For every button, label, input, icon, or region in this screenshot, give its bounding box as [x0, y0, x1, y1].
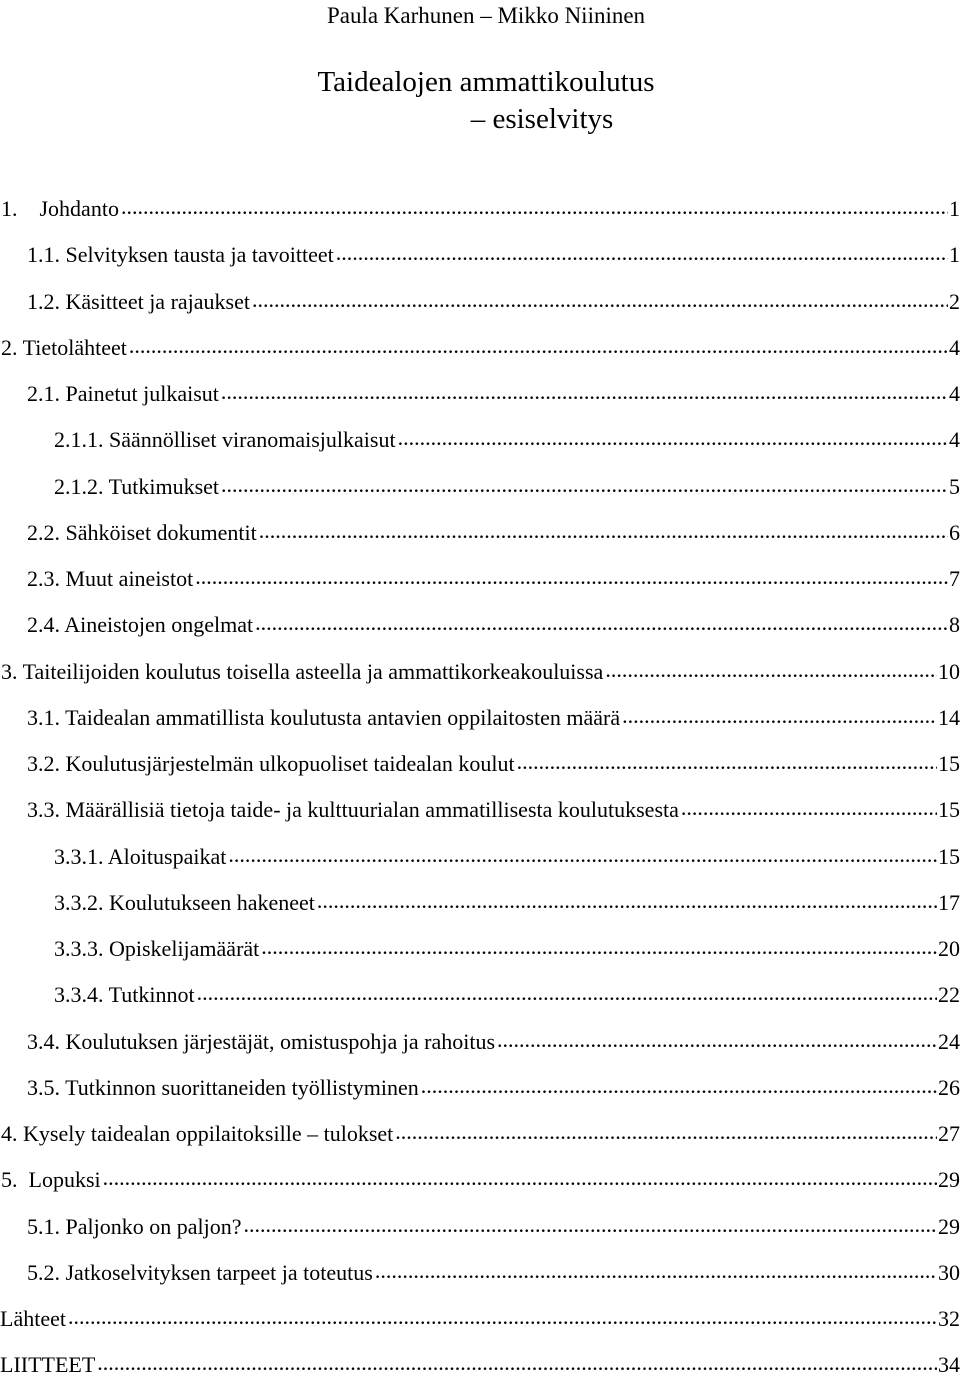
dot-leader: [336, 242, 948, 262]
dot-leader: [243, 1214, 937, 1234]
dot-leader: [221, 381, 948, 401]
toc-entry-page: 2: [949, 288, 960, 314]
toc-entry-label: 5.2. Jatkoselvityksen tarpeet ja toteutus: [27, 1259, 373, 1285]
document-title: Taidealojen ammattikoulutus: [317, 66, 655, 98]
toc-entry-page: 34: [938, 1352, 960, 1378]
toc-entry-page: 29: [938, 1213, 960, 1239]
toc-entry-page: 14: [938, 704, 960, 730]
dot-leader: [129, 335, 948, 355]
toc-entry[interactable]: [0, 1260, 960, 1306]
toc-entry-label: 3. Taiteilijoiden koulutus toisella asteella ja ammattikorkeakouluissa: [1, 658, 604, 684]
toc-entry-page: 1: [949, 242, 960, 268]
toc-entry-page: 5: [949, 473, 960, 499]
dot-leader: [681, 797, 937, 817]
toc-entry-label: 2.4. Aineistojen ongelmat: [27, 612, 254, 638]
toc-entry-label: 3.3.2. Koulutukseen hakeneet: [54, 889, 315, 915]
toc-entry-label: 3.3.3. Opiskelijamäärät: [54, 936, 260, 961]
toc-entry-label: LIITTEET: [0, 1352, 96, 1378]
toc-entry[interactable]: [0, 1029, 960, 1075]
toc-entry[interactable]: [0, 427, 960, 473]
dot-leader: [97, 1352, 937, 1372]
toc-entry[interactable]: [0, 797, 960, 843]
toc-entry-label: 3.1. Taidealan ammatillista koulutusta antavien oppilaitosten määrä: [27, 704, 621, 730]
toc-entry-label: 2.2. Sähköiset dokumentit: [27, 519, 257, 545]
toc-entry[interactable]: [0, 1214, 960, 1260]
dot-leader: [197, 982, 937, 1002]
toc-entry-page: 32: [938, 1306, 960, 1331]
toc-entry[interactable]: [0, 936, 960, 982]
toc-entry-label: 2.1. Painetut julkaisut: [27, 381, 219, 406]
toc-entry[interactable]: [0, 751, 960, 797]
document-subtitle: – esiselvitys: [470, 103, 614, 135]
toc-entry-page: 4: [949, 381, 960, 406]
toc-entry-label: Lähteet: [0, 1306, 66, 1331]
toc-entry-label: 1.2. Käsitteet ja rajaukset: [27, 288, 250, 314]
dot-leader: [252, 289, 948, 309]
toc-entry-label: 3.3.1. Aloituspaikat: [54, 843, 227, 869]
dot-leader: [259, 520, 948, 540]
toc-entry[interactable]: [0, 1167, 960, 1213]
toc-entry-page: 15: [938, 797, 960, 823]
toc-entry-page: 4: [949, 334, 960, 360]
toc-entry[interactable]: [0, 335, 960, 381]
dot-leader: [395, 1121, 937, 1141]
toc-entry-page: 24: [938, 1028, 960, 1054]
dot-leader: [375, 1260, 937, 1280]
toc-entry-page: 8: [949, 612, 960, 638]
toc-entry-page: 15: [938, 751, 960, 776]
dot-leader: [421, 1075, 937, 1095]
toc-entry-page: 10: [938, 658, 960, 684]
toc-entry-label: 1. Johdanto: [1, 196, 119, 221]
toc-entry-label: 3.2. Koulutusjärjestelmän ulkopuoliset taidealan koulut: [27, 751, 515, 776]
toc-entry[interactable]: [0, 1075, 960, 1121]
toc-entry[interactable]: [0, 474, 960, 520]
toc-entry[interactable]: [0, 289, 960, 335]
toc-entry[interactable]: [0, 612, 960, 658]
toc-entry-page: 15: [938, 843, 960, 869]
toc-entry-page: 17: [938, 889, 960, 915]
toc-entry-label: 4. Kysely taidealan oppilaitoksille – tulokset: [1, 1121, 394, 1146]
authors: Paula Karhunen – Mikko Niininen: [326, 3, 646, 28]
dot-leader: [121, 196, 948, 216]
toc-entry-label: 3.4. Koulutuksen järjestäjät, omistuspohja ja rahoitus: [27, 1028, 496, 1054]
toc-entry-label: 1.1. Selvityksen tausta ja tavoitteet: [27, 242, 334, 268]
toc-entry-page: 6: [949, 519, 960, 545]
dot-leader: [68, 1306, 937, 1326]
toc-entry[interactable]: [0, 381, 960, 427]
dot-leader: [221, 474, 948, 494]
toc-entry-page: 1: [949, 196, 960, 221]
toc-entry-label: 5.1. Paljonko on paljon?: [27, 1213, 242, 1239]
toc-entry-label: 3.3.4. Tutkinnot: [54, 982, 195, 1008]
toc-entry-label: 2.1.2. Tutkimukset: [54, 473, 220, 499]
toc-entry[interactable]: [0, 1306, 960, 1352]
toc-entry-page: 4: [949, 427, 960, 453]
toc-entry-label: 5. Lopuksi: [1, 1167, 101, 1193]
dot-leader: [195, 566, 948, 586]
dot-leader: [255, 612, 948, 632]
toc-entry[interactable]: [0, 1352, 960, 1398]
toc-entry-page: 22: [938, 982, 960, 1008]
dot-leader: [261, 936, 937, 956]
dot-leader: [622, 705, 937, 725]
toc-entry-page: 20: [938, 936, 960, 961]
toc-entry[interactable]: [0, 982, 960, 1028]
dot-leader: [398, 427, 948, 447]
dot-leader: [103, 1167, 937, 1187]
toc-entry-page: 29: [938, 1167, 960, 1193]
toc-entry[interactable]: [0, 705, 960, 751]
dot-leader: [317, 890, 937, 910]
toc-entry-page: 27: [938, 1121, 960, 1146]
toc-entry[interactable]: [0, 520, 960, 566]
toc-entry-page: 26: [938, 1074, 960, 1100]
toc-entry-label: 2.1.1. Säännölliset viranomaisjulkaisut: [54, 427, 396, 453]
dot-leader: [517, 751, 937, 771]
toc-entry-page: 7: [949, 566, 960, 591]
toc-entry-label: 2.3. Muut aineistot: [27, 566, 194, 591]
toc-entry-label: 3.3. Määrällisiä tietoja taide- ja kulttuurialan ammatillisesta koulutuksesta: [27, 797, 679, 823]
toc-entry[interactable]: [0, 890, 960, 936]
toc-entry-label: 2. Tietolähteet: [1, 334, 127, 360]
dot-leader: [228, 844, 937, 864]
toc-entry[interactable]: [0, 196, 960, 242]
toc-entry[interactable]: [0, 844, 960, 890]
toc-entry[interactable]: [0, 566, 960, 612]
dot-leader: [605, 659, 937, 679]
toc-entry[interactable]: [0, 1121, 960, 1167]
toc-entry-label: 3.5. Tutkinnon suorittaneiden työllistyminen: [27, 1074, 419, 1100]
toc-entry[interactable]: [0, 659, 960, 705]
dot-leader: [497, 1029, 937, 1049]
toc-entry-page: 30: [938, 1259, 960, 1285]
table-of-contents: [0, 196, 960, 1399]
toc-entry[interactable]: [0, 242, 960, 288]
